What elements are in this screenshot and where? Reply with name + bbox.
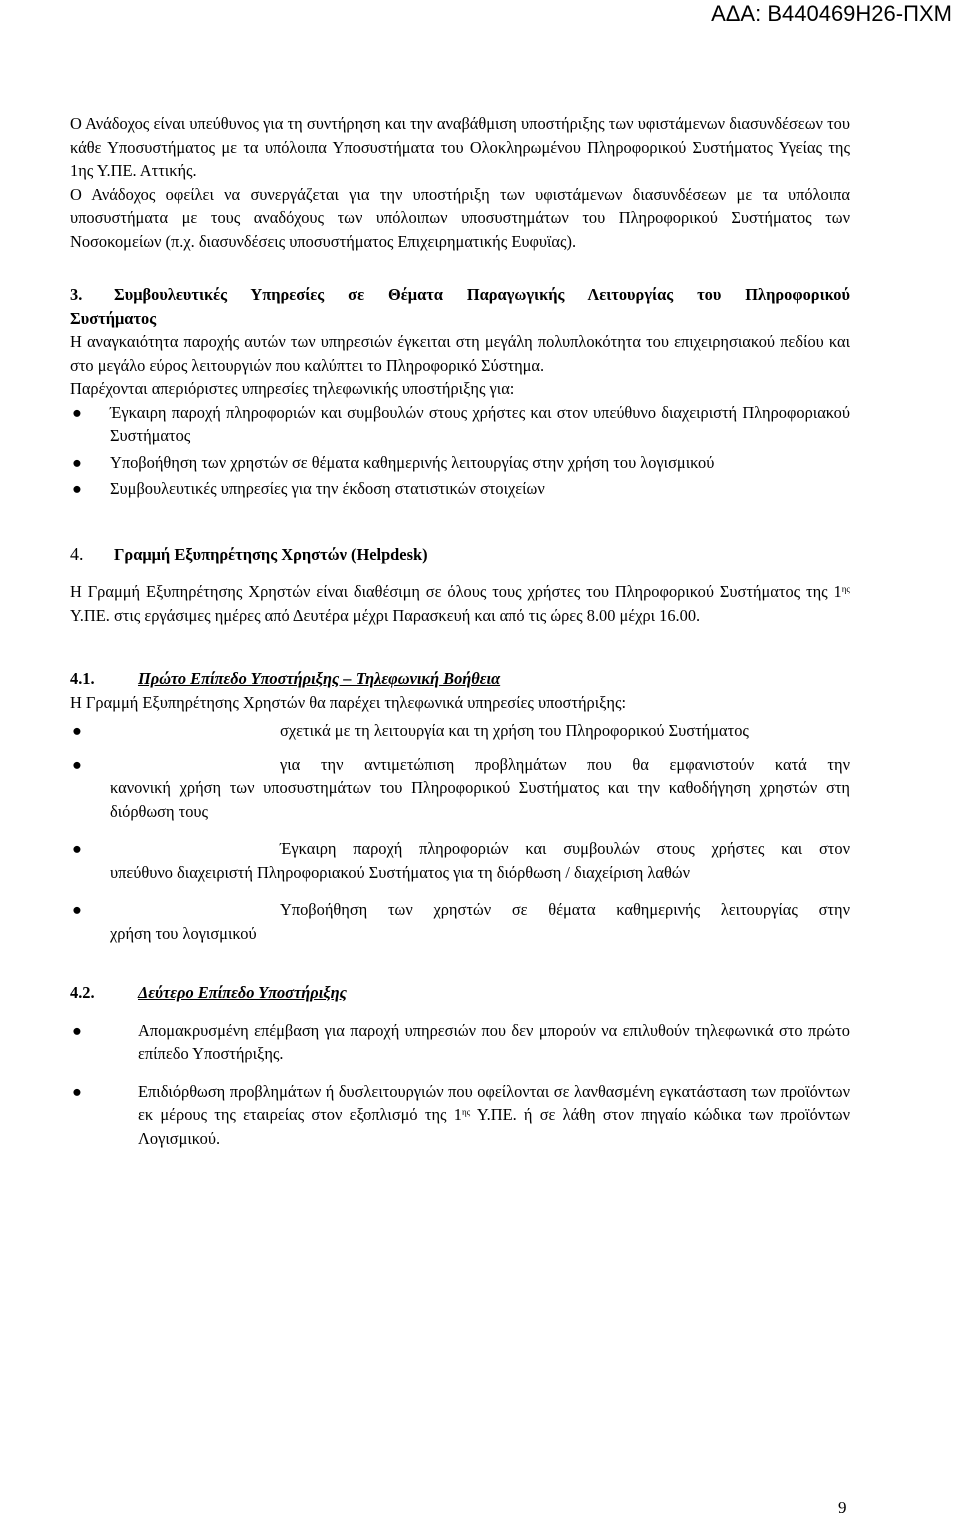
document-page (70, 112, 850, 1150)
list-item: ● Συμβουλευτικές υπηρεσίες για την έκδοση στατιστικών στοιχείων (70, 477, 850, 501)
section-4-2-number: 4.2. (70, 983, 95, 1002)
section-4-2 (70, 981, 850, 1150)
bullet-icon: ● (72, 402, 82, 422)
section-3-body: Η αναγκαιότητα παροχής αυτών των υπηρεσιών έγκειται στη μεγάλη πολυπλοκότητα του επιχειρησιακού πεδίου και στο μεγάλο εύρος λειτουργιών που καλύπτει το Πληροφορικό Σύστημα. (70, 332, 850, 375)
section-4-1 (70, 667, 850, 945)
list-item: ● Απομακρυσμένη επέμβαση για παροχή υπηρεσιών που δεν μπορούν να επιλυθούν τηλεφωνικά στο πρώτο επίπεδο Υποστήριξης. (70, 1019, 850, 1066)
list-item: ● Υποβοήθηση των χρηστών σε θέματα καθημερινής λειτουργίας στην χρήση του λογισμικού (70, 898, 850, 945)
ada-code: ΑΔΑ: Β440469Η26-ΠΧΜ (711, 1, 952, 26)
page-number: 9 (838, 1498, 847, 1517)
list-item: ● Έγκαιρη παροχή πληροφοριών και συμβουλών στους χρήστες και στον υπεύθυνο διαχειριστή Πληροφοριακού Συστήματος για τη διόρθωση / διαχείριση λαθών (70, 837, 850, 884)
bullet-icon: ● (72, 754, 82, 774)
section-4-2-heading (70, 981, 850, 1005)
list-item: ● Επιδιόρθωση προβλημάτων ή δυσλειτουργιών που οφείλονται σε λανθασμένη εγκατάσταση των προϊόντων εκ μέρους της εταιρείας στον εξοπλισμό της $1^{\eta\varsigma}$ Υ.ΠΕ. ή σε λάθη στον πηγαίο κώδικα των προϊόντων Λογισμικού. (70, 1080, 850, 1151)
section-3-title: Συμβουλευτικές Υπηρεσίες σε Θέματα Παραγωγικής Λειτουργίας του Πληροφορικού (114, 285, 850, 304)
list-item: ● Έγκαιρη παροχή πληροφοριών και συμβουλών στους χρήστες και στον υπεύθυνο διαχειριστή Πληροφοριακού Συστήματος (70, 401, 850, 448)
section-4-title: Γραμμή Εξυπηρέτησης Χρηστών (Helpdesk) (114, 544, 428, 564)
intro (70, 112, 850, 253)
section-4-1-number: 4.1. (70, 669, 95, 688)
list-item: ● σχετικά με τη λειτουργία και τη χρήση του Πληροφορικού Συστήματος (70, 719, 850, 743)
bullet-icon: ● (72, 452, 82, 472)
section-3 (70, 283, 850, 501)
section-3-number: 3. (70, 285, 83, 304)
section-3-list (70, 401, 850, 501)
section-4-heading (70, 543, 850, 567)
bullet-icon: ● (72, 721, 82, 740)
section-4-number: 4. (70, 543, 84, 564)
section-4-body: Η Γραμμή Εξυπηρέτησης Χρηστών είναι διαθέσιμη σε όλους τους χρήστες του Πληροφορικού Συστήματος της $1^{\eta\varsigma}$ Υ.ΠΕ. στις εργάσιμες ημέρες από Δευτέρα μέχρι Παρασκευή και από τις ώρες 8.00 μέχρι 16.00. (70, 582, 850, 625)
list-item: ● για την αντιμετώπιση προβλημάτων που θα εμφανιστούν κατά την κανονική χρήση των υποσυστημάτων του Πληροφορικού Συστήματος και την καθοδήγηση χρηστών στη διόρθωση τους (70, 753, 850, 824)
intro-paragraph-2: Ο Ανάδοχος οφείλει να συνεργάζεται για την υποστήριξη των υφιστάμενων διασυνδέσεων με τα υπόλοιπα υποσυστήματα με τους αναδόχους των υπόλοιπων υποσυστημάτων του Πληροφορικού Συστήματος των Νοσοκομείων (π.χ. διασυνδέσεις υποσυστήματος Επιχειρηματικής Ευφυϊας). (70, 184, 850, 251)
section-4-1-title: Πρώτο Επίπεδο Υποστήριξης – Τηλεφωνική Βοήθεια (138, 669, 501, 688)
bullet-icon: ● (72, 1081, 82, 1101)
section-3-heading (70, 283, 850, 307)
bullet-icon: ● (72, 839, 82, 858)
section-3-lead: Παρέχονται απεριόριστες υπηρεσίες τηλεφωνικής υποστήριξης για: (70, 379, 515, 398)
list-item: ● Υποβοήθηση των χρηστών σε θέματα καθημερινής λειτουργίας στην χρήση του λογισμικού (70, 451, 850, 475)
intro-paragraph-1: Ο Ανάδοχος είναι υπεύθυνος για τη συντήρηση και την αναβάθμιση υποστήριξης των υφιστάμενων διασυνδέσεων του κάθε Υποσυστήματος με τα υπόλοιπα Υποσυστήματα του Ολοκληρωμένου Πληροφορικού Συστήματος Υγείας της 1ης Υ.ΠΕ. Αττικής. (70, 114, 850, 180)
section-3-title-cont: Συστήματος (70, 308, 157, 328)
section-4-1-heading (70, 667, 850, 691)
section-4-1-lead: Η Γραμμή Εξυπηρέτησης Χρηστών θα παρέχει τηλεφωνικά υπηρεσίες υποστήριξης: (70, 692, 627, 712)
bullet-icon: ● (72, 900, 82, 919)
bullet-icon: ● (72, 479, 82, 498)
section-4-2-title: Δεύτερο Επίπεδο Υποστήριξης (138, 983, 347, 1002)
section-4 (70, 543, 850, 628)
bullet-icon: ● (72, 1020, 82, 1040)
